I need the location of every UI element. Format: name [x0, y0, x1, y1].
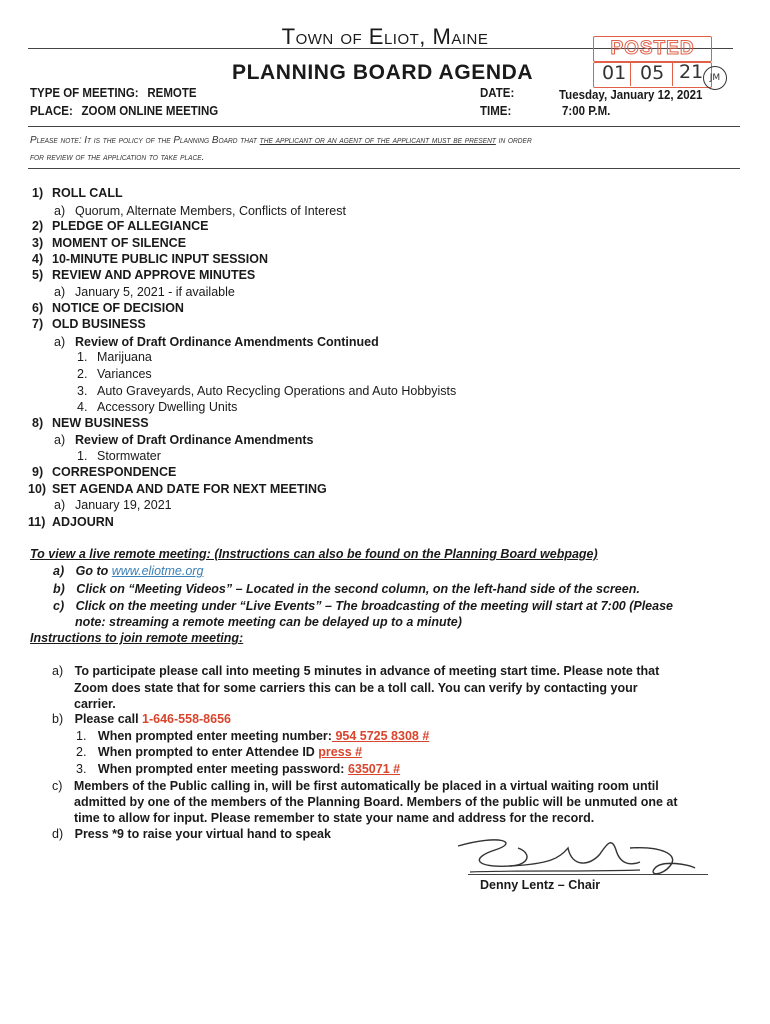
agenda-item-text: SET AGENDA AND DATE FOR NEXT MEETING: [52, 482, 327, 496]
agenda-item-text: 10-MINUTE PUBLIC INPUT SESSION: [52, 252, 268, 266]
join-substep-1-label: 1.: [76, 729, 87, 743]
meeting-place-label: PLACE:: [30, 104, 73, 118]
agenda-item: [32, 301, 184, 315]
meeting-type-label: TYPE OF MEETING:: [30, 86, 139, 100]
agenda-item: [32, 268, 255, 282]
agenda-item: [32, 416, 149, 430]
join-step-b: [52, 712, 231, 726]
agenda-item: [54, 433, 313, 447]
agenda-item-number: 4): [32, 252, 44, 266]
agenda-item: [32, 186, 123, 200]
join-step-d-label: d): [52, 827, 64, 841]
agenda-item: [32, 317, 146, 331]
agenda-item-number: 7): [32, 317, 44, 331]
live-step-a-text: Go to: [75, 564, 112, 578]
policy-note: [30, 134, 532, 146]
join-step-a-line1: To participate please call into meeting 5 minutes in advance of meeting start time. Please note that: [74, 664, 660, 678]
live-step-b: [53, 582, 640, 596]
agenda-item-number: 2): [32, 219, 44, 233]
agenda-item-text: OLD BUSINESS: [52, 317, 146, 331]
attendee-id: press #: [318, 745, 363, 759]
policy-note-suffix: in order: [495, 134, 532, 146]
agenda-item-text: REVIEW AND APPROVE MINUTES: [52, 268, 256, 282]
town-name: Town of Eliot, Maine: [281, 24, 489, 49]
agenda-item: [54, 498, 172, 512]
live-meeting-heading: To view a live remote meeting: (Instructions can also be found on the Planning Board webpage): [30, 547, 598, 561]
agenda-item: [54, 204, 346, 218]
agenda-item-text: ROLL CALL: [52, 186, 123, 200]
stamp-year: 21: [679, 61, 704, 83]
agenda-item-text: CORRESPONDENCE: [52, 465, 177, 479]
agenda-item-number: 8): [32, 416, 44, 430]
agenda-item: [77, 449, 161, 463]
live-step-b-label: b): [53, 582, 65, 596]
agenda-item-text: PLEDGE OF ALLEGIANCE: [52, 219, 209, 233]
time-value: 7:00 P.M.: [562, 104, 611, 118]
agenda-item-number: a): [54, 285, 66, 299]
agenda-item-text: Accessory Dwelling Units: [97, 400, 238, 414]
agenda-item: [28, 515, 114, 529]
agenda-item-text: Auto Graveyards, Auto Recycling Operations and Auto Hobbyists: [97, 384, 457, 398]
join-step-a-line3: carrier.: [74, 697, 116, 711]
meeting-password: 635071 #: [347, 762, 401, 776]
posted-stamp: [593, 36, 712, 62]
agenda-item-number: 1): [32, 186, 44, 200]
join-substep-3-text: When prompted enter meeting password:: [97, 762, 348, 776]
agenda-item-number: 1.: [77, 350, 88, 364]
join-substep-2-text: When prompted to enter Attendee ID: [97, 745, 319, 759]
page-title: PLANNING BOARD AGENDA: [232, 61, 534, 84]
stamp-divider: [630, 62, 631, 86]
join-substep-3: [76, 762, 400, 776]
agenda-item-text: Variances: [97, 367, 152, 381]
policy-note-line2: for review of the application to take place.: [30, 151, 205, 163]
agenda-item-text: January 5, 2021 - if available: [75, 285, 235, 299]
meeting-place: [30, 104, 218, 118]
agenda-item-text: Review of Draft Ordinance Amendments Continued: [75, 335, 379, 349]
policy-note-underlined: the applicant or an agent of the applicant must be present: [259, 134, 496, 146]
agenda-item-number: 3.: [77, 384, 88, 398]
join-step-a-line2: Zoom does state that for some carriers this can be a toll call. You can verify by contacting your: [74, 681, 638, 695]
date-label: DATE:: [480, 86, 515, 100]
join-step-c-line1: Members of the Public calling in, will be first automatically be placed in a virtual waiting room until: [73, 779, 659, 793]
meeting-number: 954 5725 8308 #: [331, 729, 430, 743]
agenda-item: [28, 482, 327, 496]
join-heading: Instructions to join remote meeting:: [30, 631, 244, 645]
live-step-b-text: Click on “Meeting Videos” – Located in the second column, on the left-hand side of the screen.: [76, 582, 640, 596]
agenda-item-text: Marijuana: [97, 350, 152, 364]
join-substep-3-label: 3.: [76, 762, 87, 776]
agenda-item-number: 3): [32, 236, 44, 250]
join-step-a-label: a): [52, 664, 64, 678]
agenda-item-text: MOMENT OF SILENCE: [52, 236, 187, 250]
agenda-item-number: 10): [28, 482, 47, 496]
phone-number[interactable]: 1-646-558-8656: [142, 712, 231, 726]
join-substep-2: [76, 745, 362, 759]
header-rule: [28, 126, 740, 127]
join-step-c-label: c): [52, 779, 63, 793]
join-step-a: [52, 664, 659, 678]
agenda-item-number: 6): [32, 301, 44, 315]
join-step-d-text: Press *9 to raise your virtual hand to speak: [74, 827, 331, 841]
agenda-item-number: 11): [28, 515, 46, 529]
join-step-c-line3: time to allow for input. Please remember to state your name and address for the record.: [74, 811, 595, 825]
agenda-item-number: a): [54, 204, 66, 218]
agenda-item: [32, 219, 209, 233]
join-substep-1: [76, 729, 429, 743]
date-value: Tuesday, January 12, 2021: [559, 88, 703, 102]
join-step-c-line2: admitted by one of the members of the Planning Board. Members of the public will be unmuted one at: [74, 795, 678, 809]
agenda-item-text: Review of Draft Ordinance Amendments: [75, 433, 314, 447]
agenda-item-number: a): [54, 335, 66, 349]
agenda-item: [77, 384, 456, 398]
agenda-item-text: January 19, 2021: [75, 498, 172, 512]
signature-line: [468, 874, 708, 875]
meeting-place-value: ZOOM ONLINE MEETING: [81, 104, 219, 118]
join-step-c: [52, 779, 659, 793]
agenda-item-number: 2.: [77, 367, 88, 381]
agenda-item: [54, 285, 235, 299]
agenda-item: [32, 236, 186, 250]
live-step-a: [53, 564, 203, 578]
agenda-item-text: Stormwater: [97, 449, 161, 463]
live-step-c: [53, 599, 673, 613]
signatory-name: Denny Lentz – Chair: [480, 878, 601, 892]
agenda-item-text: Quorum, Alternate Members, Conflicts of Interest: [75, 204, 346, 218]
meeting-type: [30, 86, 197, 100]
agenda-item: [32, 465, 176, 479]
agenda-item: [32, 252, 268, 266]
time-label: TIME:: [480, 104, 512, 118]
eliotme-link[interactable]: www.eliotme.org: [111, 564, 204, 578]
stamp-day: 05: [640, 62, 665, 84]
agenda-item-number: 4.: [77, 400, 88, 414]
join-step-b-text: Please call: [74, 712, 143, 726]
live-step-c-text2: note: streaming a remote meeting can be delayed up to a minute): [75, 615, 462, 629]
join-substep-1-text: When prompted enter meeting number:: [97, 729, 332, 743]
agenda-item-text: NOTICE OF DECISION: [52, 301, 184, 315]
agenda-item-text: NEW BUSINESS: [52, 416, 149, 430]
stamp-divider: [672, 62, 673, 86]
posted-stamp-label: POSTED: [610, 38, 695, 59]
agenda-item-text: ADJOURN: [52, 515, 114, 529]
live-step-c-text: Click on the meeting under “Live Events” – The broadcasting of the meeting will start at 7:00 (Please: [75, 599, 673, 613]
agenda-item-number: 9): [32, 465, 44, 479]
agenda-item-number: 5): [32, 268, 44, 282]
stamp-initials: JM: [703, 66, 727, 90]
join-substep-2-label: 2.: [76, 745, 87, 759]
agenda-item: [77, 350, 152, 364]
live-step-c-label: c): [53, 599, 65, 613]
join-step-b-label: b): [52, 712, 64, 726]
policy-note-prefix: Please note: It is the policy of the Planning Board that: [30, 134, 260, 146]
stamp-month: 01: [602, 62, 627, 84]
agenda-item-number: a): [54, 433, 66, 447]
agenda-item-number: 1.: [77, 449, 88, 463]
agenda-item: [77, 367, 152, 381]
join-step-d: [52, 827, 331, 841]
agenda-item-number: a): [54, 498, 66, 512]
agenda-item: [77, 400, 237, 414]
meeting-type-value: REMOTE: [147, 86, 197, 100]
agenda-item: [54, 335, 379, 349]
note-rule: [28, 168, 740, 169]
live-step-a-label: a): [53, 564, 65, 578]
